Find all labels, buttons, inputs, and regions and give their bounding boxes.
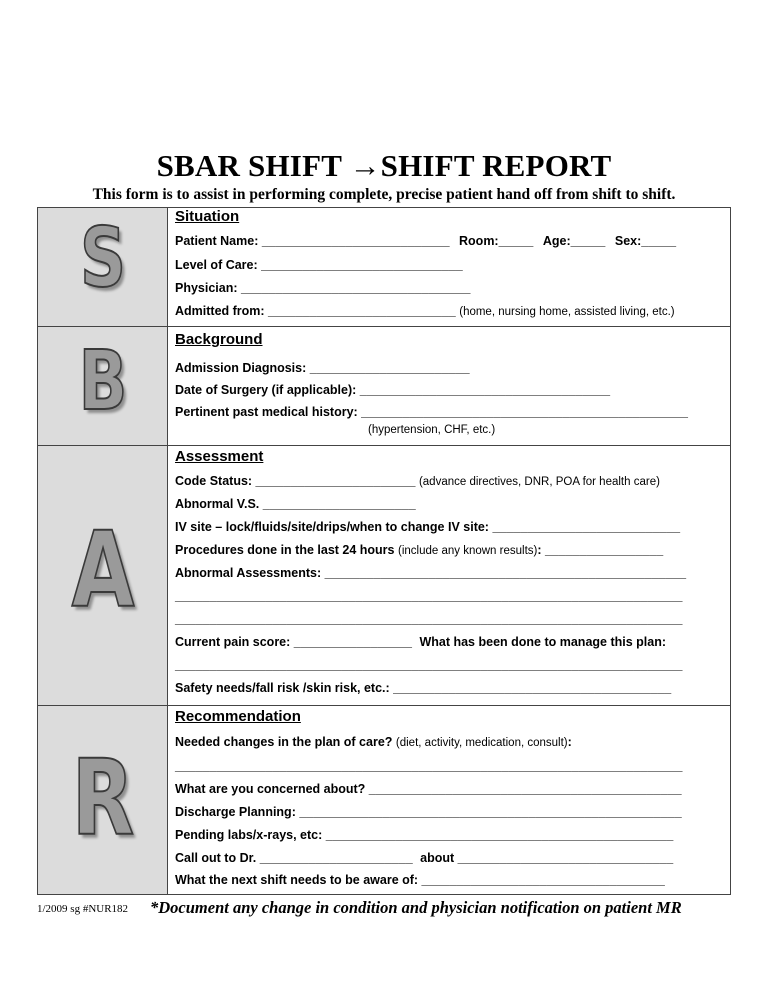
pain-managed-label: What has been done to manage this plan: [419, 635, 667, 649]
needed-changes-colon: : [567, 735, 572, 749]
assessment-letter-cell [38, 446, 168, 705]
admitted-from-line [175, 304, 675, 318]
assessment-letter: A [71, 509, 135, 631]
room-field[interactable]: Room:_____ [459, 234, 534, 248]
procedures-line [175, 543, 663, 557]
code-status-note: (advance directives, DNR, POA for health care) [418, 476, 660, 488]
code-status-line [175, 474, 660, 488]
concerned-field[interactable]: What are you concerned about? _____________________________________________ [175, 782, 682, 796]
pain-score-field[interactable]: Current pain score: _________________ [175, 635, 412, 649]
patient-name-line [175, 234, 676, 248]
iv-site-field[interactable]: IV site – lock/fluids/site/drips/when to change IV site: ___________________________ [175, 520, 681, 534]
needed-changes-note: (diet, activity, medication, consult) [395, 737, 568, 749]
abnormal-assessments-blank-1[interactable]: _________________________________________________________________________ [175, 589, 683, 603]
recommendation-letter-cell [38, 706, 168, 894]
assessment-section [38, 446, 730, 706]
code-status-field[interactable]: Code Status: _______________________ [175, 474, 416, 488]
call-out-field[interactable]: Call out to Dr. ______________________ [175, 851, 413, 865]
pending-labs-field[interactable]: Pending labs/x-rays, etc: __________________________________________________ [175, 828, 674, 842]
recommendation-letter: R [71, 737, 135, 859]
procedures-note: (include any known results) [398, 545, 538, 557]
background-heading: Background [175, 331, 263, 348]
situation-heading: Situation [175, 208, 240, 225]
pain-score-line [175, 635, 666, 649]
procedures-field[interactable]: : _________________ [537, 543, 664, 557]
form-code: 1/2009 sg #NUR182 [37, 903, 129, 915]
sbar-form [37, 207, 731, 895]
abnormal-assessments-field[interactable]: Abnormal Assessments: ____________________________________________________ [175, 566, 687, 580]
needed-changes-blank[interactable]: _________________________________________________________________________ [175, 759, 683, 773]
background-letter-cell [38, 327, 168, 445]
needed-changes-label: Needed changes in the plan of care? [175, 735, 393, 749]
admission-diagnosis-field[interactable]: Admission Diagnosis: _______________________ [175, 361, 470, 375]
sex-field[interactable]: Sex:_____ [614, 234, 677, 248]
past-history-note: (hypertension, CHF, etc.) [368, 424, 496, 436]
situation-section [38, 208, 730, 327]
age-field[interactable]: Age:_____ [542, 234, 606, 248]
patient-name-field[interactable]: Patient Name: ___________________________ [175, 234, 450, 248]
safety-needs-field[interactable]: Safety needs/fall risk /skin risk, etc.: ________________________________________ [175, 681, 672, 695]
date-of-surgery-field[interactable]: Date of Surgery (if applicable): ____________________________________ [175, 383, 611, 397]
about-field[interactable]: about _______________________________ [420, 851, 674, 865]
recommendation-heading: Recommendation [175, 708, 301, 725]
page-subtitle: This form is to assist in performing complete, precise patient hand off from shift to shift. [92, 186, 676, 203]
admitted-from-note: (home, nursing home, assisted living, etc.) [459, 306, 675, 318]
call-out-line [175, 851, 673, 865]
discharge-planning-field[interactable]: Discharge Planning: _______________________________________________________ [175, 805, 682, 819]
recommendation-section [38, 706, 730, 894]
past-history-field[interactable]: Pertinent past medical history: _______________________________________________ [175, 405, 688, 419]
situation-letter: S [79, 211, 127, 306]
admitted-from-field[interactable]: Admitted from: ___________________________ [175, 304, 456, 318]
needed-changes-line [175, 735, 572, 749]
procedures-label: Procedures done in the last 24 hours [175, 543, 395, 557]
abnormal-vs-field[interactable]: Abnormal V.S. ______________________ [175, 497, 416, 511]
page-title: SBAR SHIFT →SHIFT REPORT [156, 148, 612, 183]
abnormal-assessments-blank-2[interactable]: _________________________________________________________________________ [175, 612, 683, 626]
document-note: *Document any change in condition and physician notification on patient MR [150, 898, 682, 917]
level-of-care-field[interactable]: Level of Care: _____________________________ [175, 258, 463, 272]
assessment-heading: Assessment [175, 448, 264, 465]
background-section [38, 327, 730, 446]
physician-field[interactable]: Physician: _________________________________ [175, 281, 471, 295]
next-shift-field[interactable]: What the next shift needs to be aware of: ___________________________________ [175, 873, 665, 887]
situation-letter-cell [38, 208, 168, 326]
background-letter: B [78, 334, 128, 429]
pain-managed-blank[interactable]: _________________________________________________________________________ [175, 658, 683, 672]
